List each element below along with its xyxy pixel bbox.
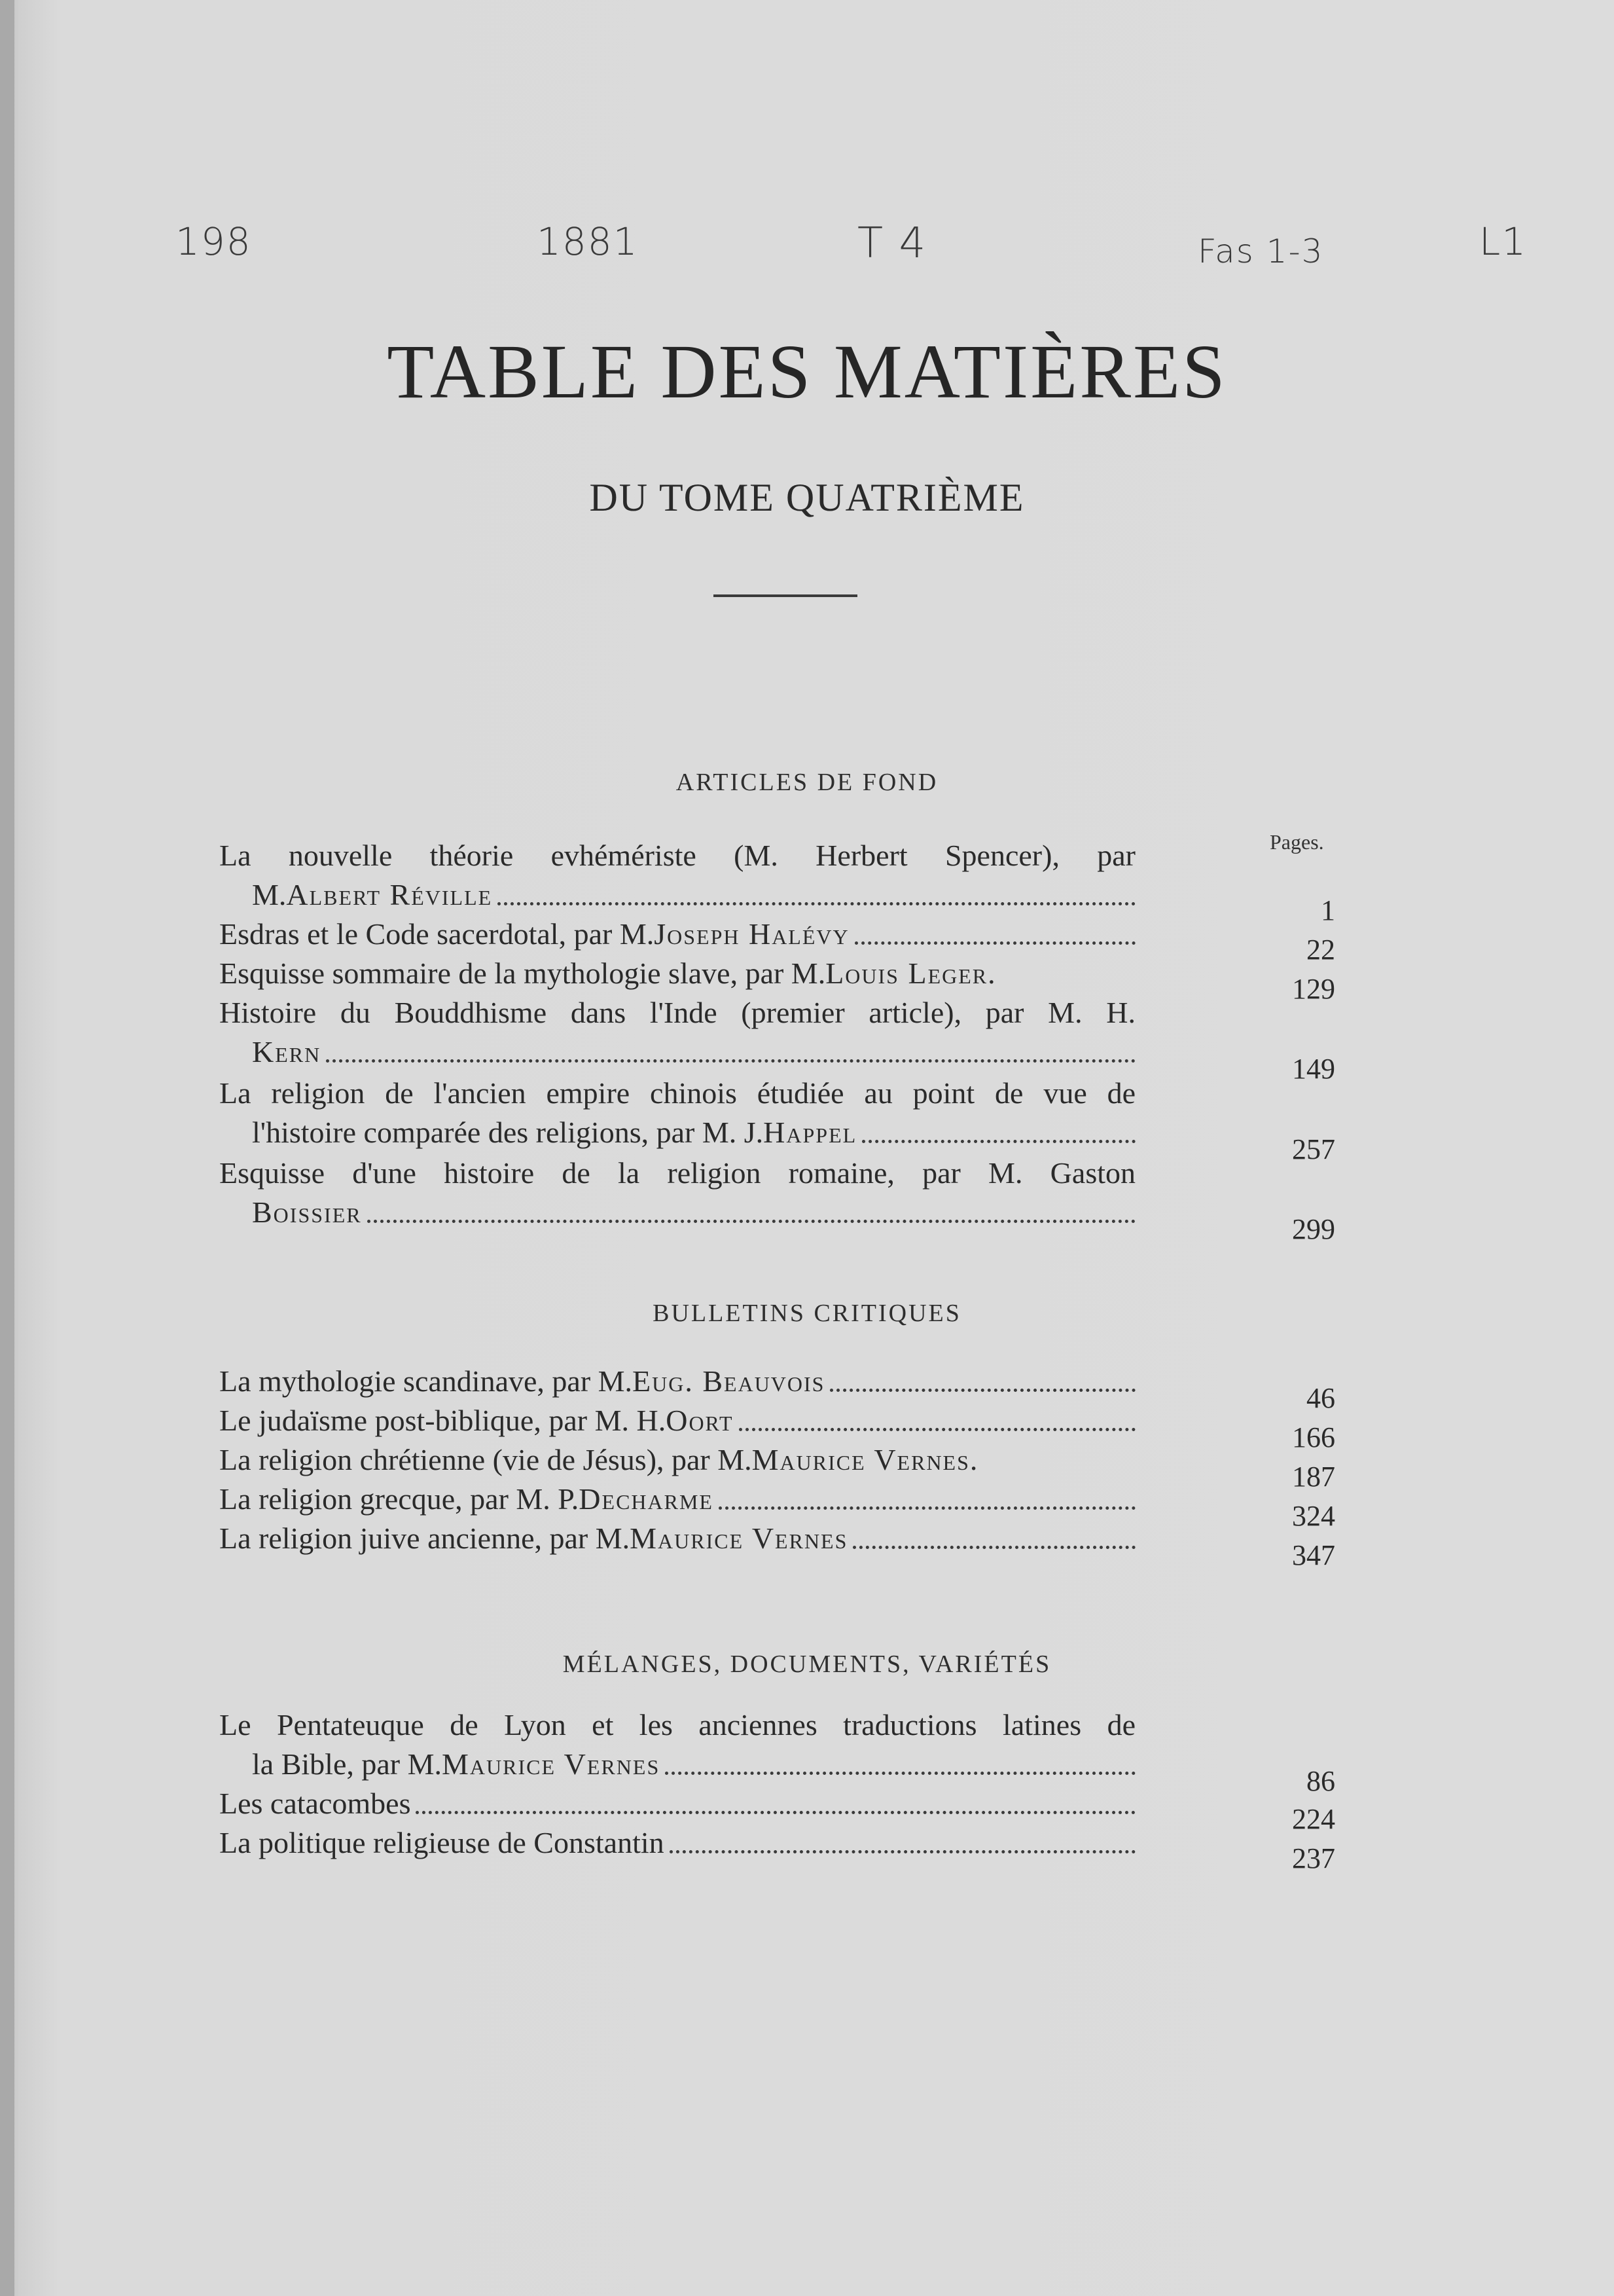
page-number: 237 [1292,1842,1335,1874]
handwritten-shelf-mark: L1 [1479,219,1528,264]
toc-entry: La religion de l'ancien empire chinois étudiée au point de vue de l'histoire comparée des religions, par M. J. Happel [219,1074,1136,1152]
page-number: 224 [1292,1803,1335,1835]
author-name: Albert Réville [286,878,493,911]
toc-entry: La religion grecque, par M. P. Decharme [219,1480,1136,1519]
page-number: 149 [1292,1053,1335,1085]
author-name: Happel [763,1116,857,1149]
page-number: 86 [1306,1765,1335,1797]
handwritten-number: 198 [175,219,252,264]
page-number: 46 [1306,1382,1335,1414]
section-heading-bulletins: BULLETINS CRITIQUES [653,1300,961,1327]
author-name: Maurice Vernes [442,1747,660,1781]
author-name: Joseph Halévy [654,917,850,951]
section-heading-melanges: MÉLANGES, DOCUMENTS, VARIÉTÉS [562,1650,1052,1678]
page-number: 324 [1292,1500,1335,1532]
toc-entry: Esquisse sommaire de la mythologie slave, par M. Louis Leger. [219,954,1136,993]
page-number: 257 [1292,1133,1335,1165]
handwritten-year: 1881 [537,219,639,264]
handwritten-fascicule: Fas 1-3 [1198,232,1324,270]
toc-entry: Le Pentateuque de Lyon et les anciennes traductions latines de la Bible, par M. Maurice Vernes [219,1705,1136,1784]
handwritten-tome: T 4 [857,219,927,268]
author-name: Maurice Vernes [630,1522,848,1555]
page-number: 299 [1292,1213,1335,1245]
author-name: Maurice Vernes. [751,1443,979,1476]
toc-entry: Histoire du Bouddhisme dans l'Inde (premier article), par M. H. Kern [219,993,1136,1072]
toc-entry: Le judaïsme post-biblique, par M. H. Oort [219,1401,1136,1440]
page-title: TABLE DES MATIÈRES [387,329,1227,414]
toc-entry: La religion chrétienne (vie de Jésus), par M. Maurice Vernes. [219,1440,1136,1480]
toc-entry: La mythologie scandinave, par M. Eug. Beauvois [219,1362,1136,1401]
author-name: Kern [252,1035,321,1068]
page-number: 166 [1292,1421,1335,1453]
toc-entry: Les catacombes [219,1784,1136,1823]
page-subtitle: DU TOME QUATRIÈME [589,476,1025,519]
author-name: Boissier [252,1195,362,1229]
author-name: Oort [666,1404,734,1437]
pages-column-label: Pages. [1270,830,1324,854]
page-number: 187 [1292,1461,1335,1493]
author-name: Decharme [579,1482,713,1516]
toc-entry: Esquisse d'une histoire de la religion romaine, par M. Gaston Boissier [219,1154,1136,1232]
section-heading-articles: ARTICLES DE FOND [675,769,939,796]
toc-entry: La politique religieuse de Constantin [219,1823,1136,1863]
page-number: 22 [1306,934,1335,966]
toc-entry: La religion juive ancienne, par M. Maurice Vernes [219,1519,1136,1558]
title-divider [713,594,857,597]
author-name: Eug. Beauvois [632,1364,825,1398]
author-name: Louis Leger. [825,957,997,990]
toc-entry: La nouvelle théorie evhémériste (M. Herbert Spencer), par M. Albert Réville [219,836,1136,915]
page-number: 347 [1292,1539,1335,1571]
toc-entry: Esdras et le Code sacerdotal, par M. Joseph Halévy [219,915,1136,954]
page-number: 129 [1292,973,1335,1005]
page-number: 1 [1321,894,1335,926]
